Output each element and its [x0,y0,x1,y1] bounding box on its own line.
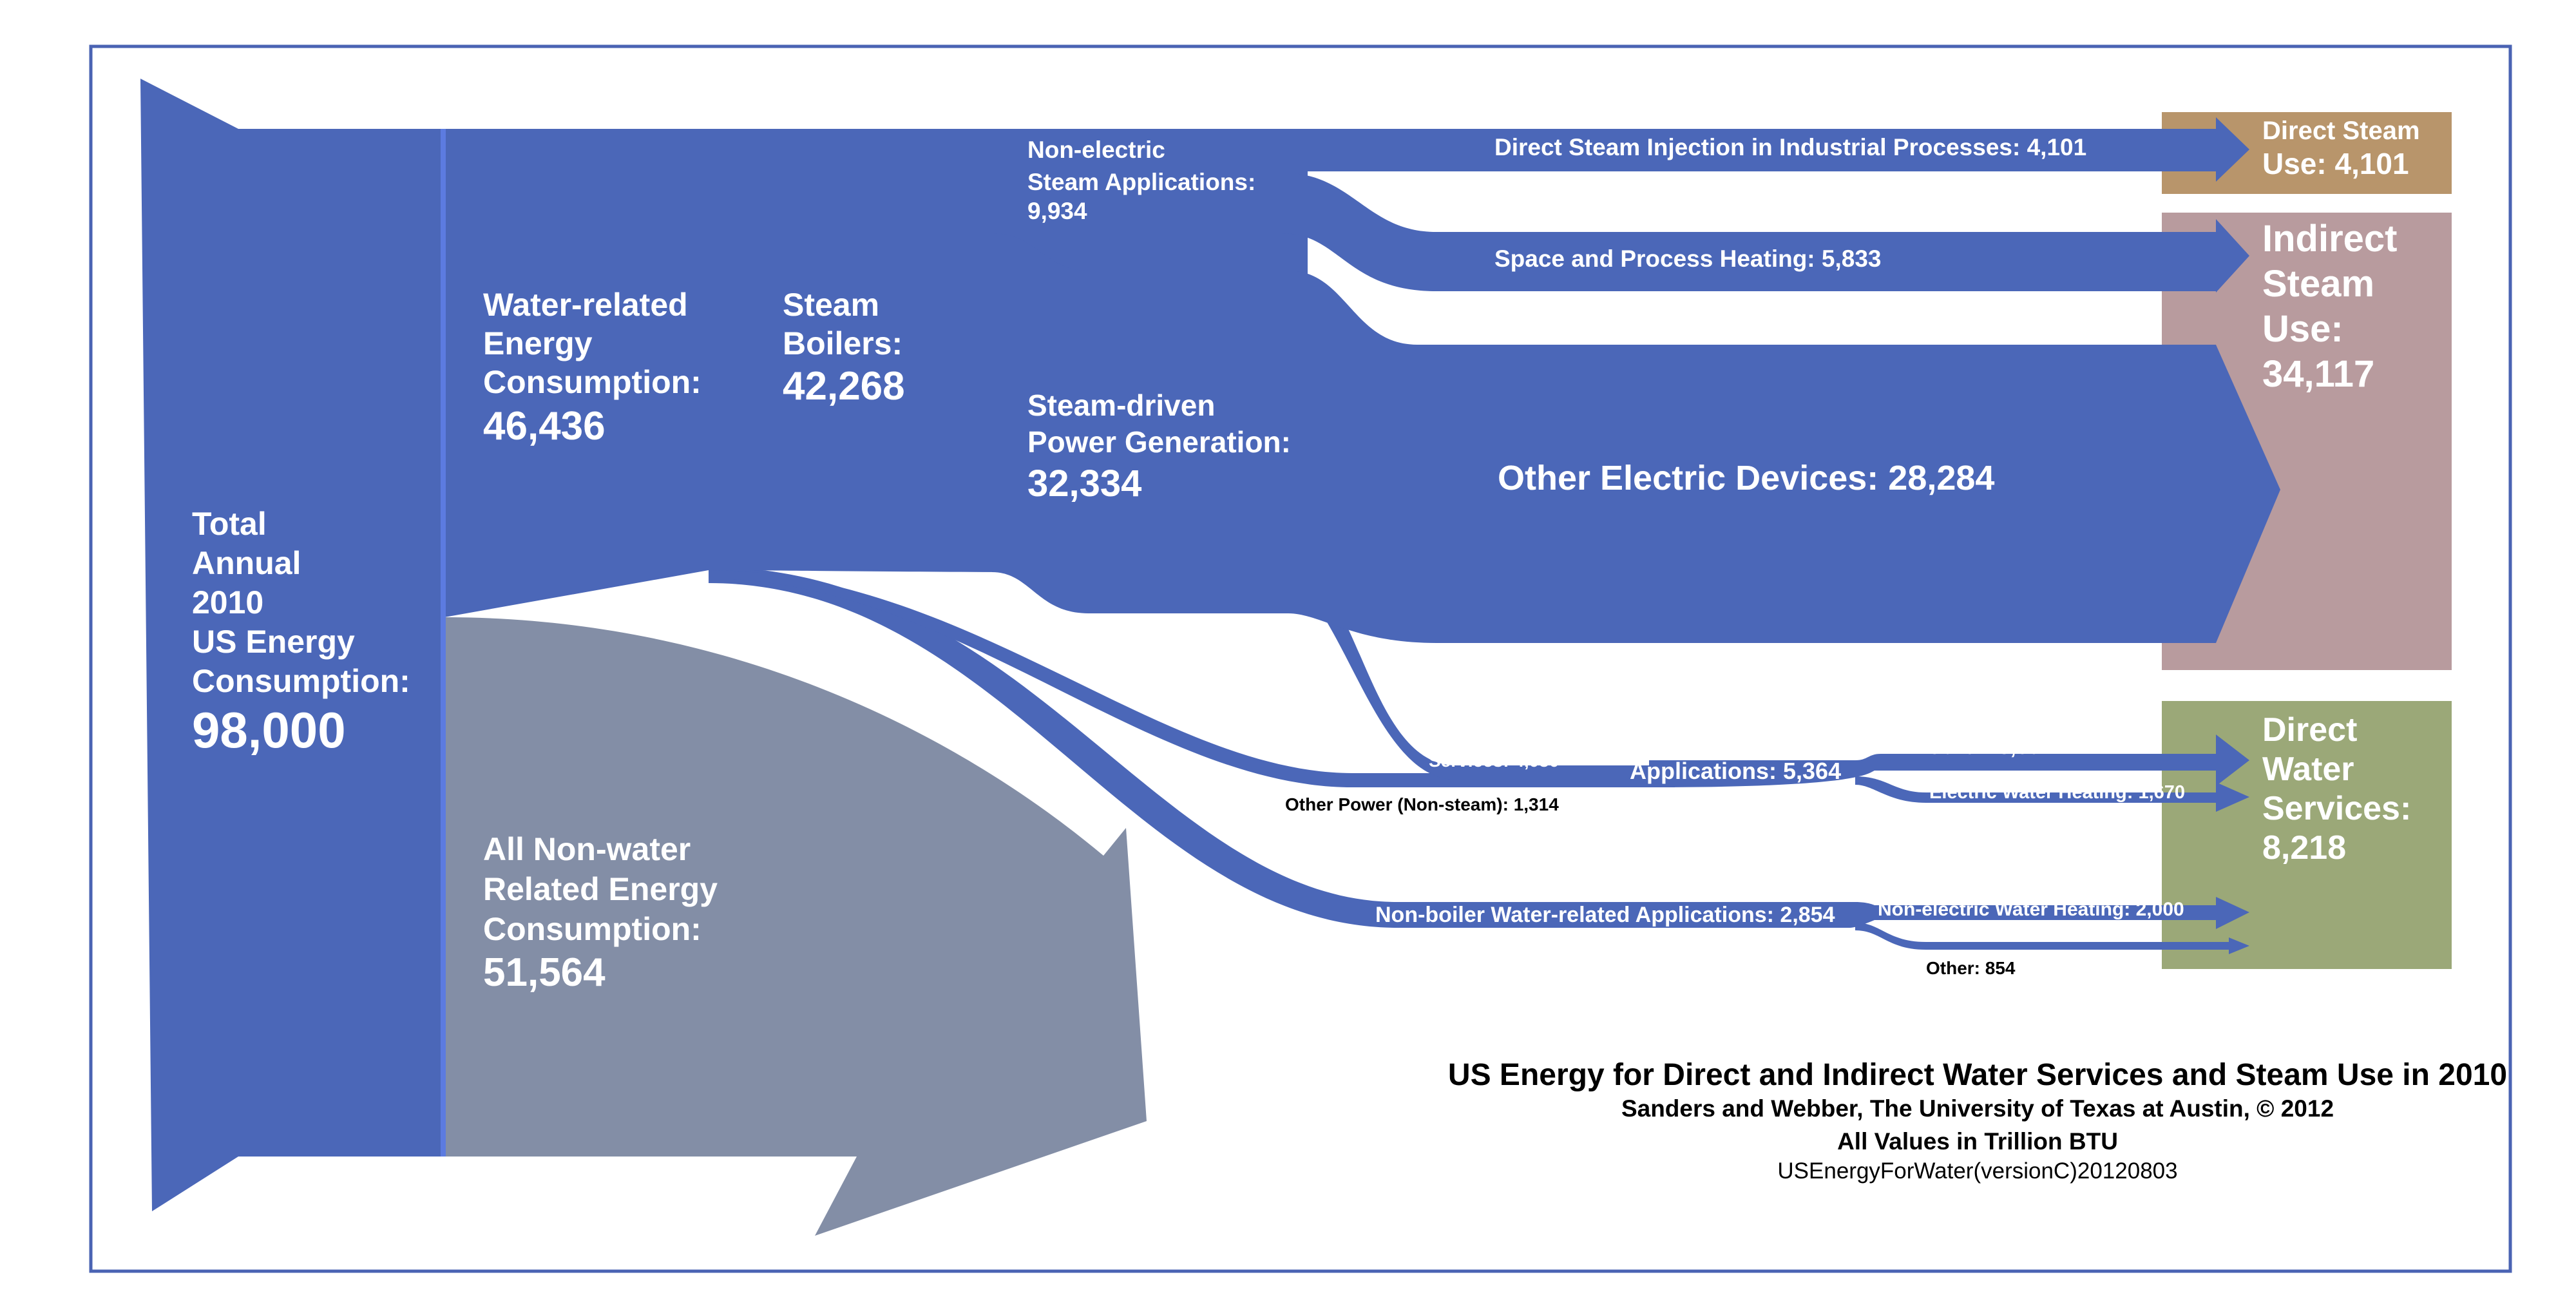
total-value: 98,000 [192,702,346,758]
indirect-steam-use-line3: Use: [2262,308,2343,350]
water-related-value: 46,436 [483,404,606,448]
indirect-steam-use-line1: Indirect [2262,218,2398,260]
direct-water-services-line3: Services: [2262,790,2412,827]
steam-power-line2: Power Generation: [1027,425,1291,459]
other-3694-label: Other: 3,694 [1926,734,2053,759]
total-label-line4: US Energy [192,624,355,660]
footer-units: All Values in Trillion BTU [1837,1128,2118,1155]
footer-version: USEnergyForWater(versionC)20120803 [1777,1158,2178,1184]
steam-power-value: 32,334 [1027,463,1142,504]
total-label-line5: Consumption: [192,663,410,699]
to-direct-water-line2: Services: 4,050 [1429,751,1560,771]
steam-boilers-value: 42,268 [783,364,905,408]
steam-power-line1: Steam-driven [1027,389,1216,422]
direct-water-services-value: 8,218 [2262,829,2347,867]
other-power-label: Other Power (Non-steam): 1,314 [1285,794,1559,814]
water-related-line1: Water-related [483,287,688,323]
non-water-line2: Related Energy [483,871,718,907]
water-related-line3: Consumption: [483,364,701,400]
indirect-steam-use-value: 34,117 [2262,353,2375,395]
non-boiler-label: Non-boiler Water-related Applications: 2,854 [1375,903,1835,927]
electric-water-related-line2: Applications: 5,364 [1630,758,1842,784]
non-electric-water-heating-label: Non-electric Water Heating: 2,000 [1878,899,2184,920]
direct-water-services-line1: Direct [2262,711,2358,749]
total-label-line1: Total [192,506,267,542]
electric-water-heating-label: Electric Water Heating: 1,670 [1929,782,2186,803]
direct-steam-use-line2: Use: 4,101 [2262,147,2409,180]
total-label-line3: 2010 [192,584,264,620]
non-electric-steam-value: 9,934 [1027,198,1087,224]
direct-steam-use-label [2262,117,2420,180]
footer-authors: Sanders and Webber, The University of Texas at Austin, © 2012 [1621,1095,2334,1122]
indirect-steam-use-line2: Steam [2262,263,2375,305]
direct-water-services-line2: Water [2262,751,2354,788]
non-water-line1: All Non-water [483,831,691,867]
non-electric-steam-line2: Steam Applications: [1027,169,1256,195]
non-water-line3: Consumption: [483,911,701,947]
other-electric-devices-label: Other Electric Devices: 28,284 [1498,459,1995,497]
other-854-label: Other: 854 [1926,958,2016,978]
electric-water-related-line1: Electric Water-related [1630,730,1867,756]
non-water-value: 51,564 [483,950,606,995]
total-label-line2: Annual [192,545,301,581]
direct-injection-label: Direct Steam Injection in Industrial Processes: 4,101 [1494,134,2087,160]
footer-title: US Energy for Direct and Indirect Water Services and Steam Use in 2010 [1447,1058,2508,1092]
direct-steam-use-line1: Direct Steam [2262,117,2420,145]
water-related-line2: Energy [483,325,593,361]
space-heating-label: Space and Process Heating: 5,833 [1494,245,1882,272]
steam-boilers-line2: Boilers: [783,325,903,361]
water-split-divider [441,129,446,1157]
non-electric-steam-line1: Non-electric [1027,137,1165,163]
steam-boilers-line1: Steam [783,287,880,323]
to-direct-water-line1: To Direct Water [1431,725,1563,745]
